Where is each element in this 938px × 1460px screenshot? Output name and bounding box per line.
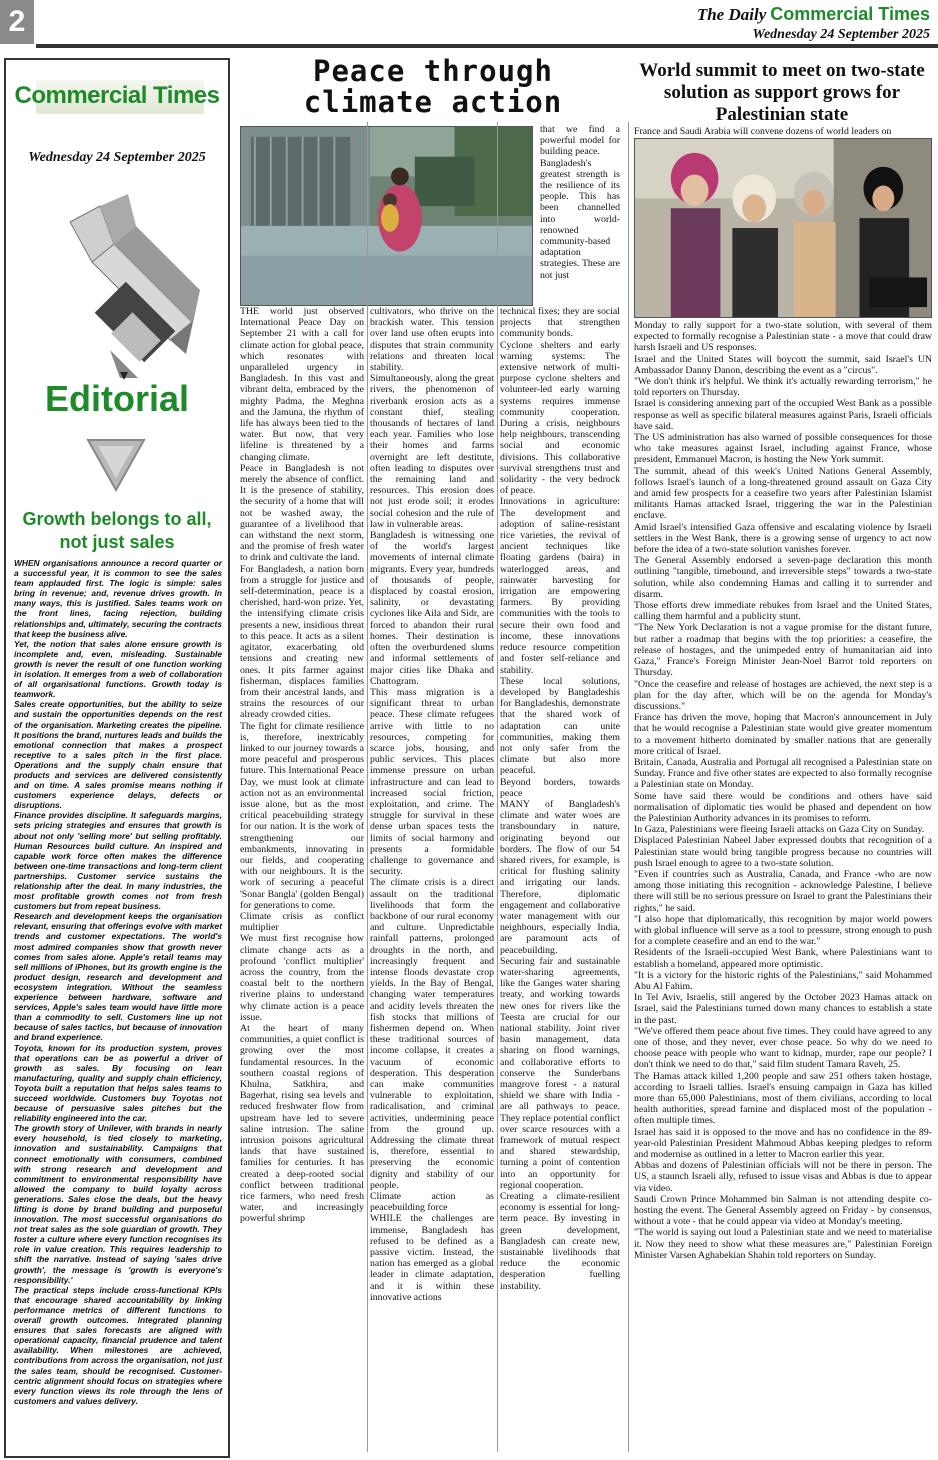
paragraph: In Gaza, Palestinians were fleeing Israeli attacks on Gaza City on Sunday. (634, 824, 925, 836)
paragraph: Displaced Palestinian Nabeel Jaber expressed doubts that recognition of a Palestinian state would bring tangible progress because no countries will push Israel enough to agree to a two-state solution. (634, 835, 932, 869)
paragraph: WHILE the challenges are immense, Bangladesh has refused to be defined as a passive victim. Instead, the nation has emerged as a global leader in climate adaptation, and it is within these innovative actions (370, 1213, 494, 1303)
paragraph: Israel has said it is opposed to the move and has no confidence in the 89-year-old Palestinian President Mahmoud Abbas keeping pledges to reform and modernise as outlined in a letter to Macron earlier this year. (634, 1126, 932, 1161)
flood-photo (240, 126, 533, 306)
paragraph: Peace in Bangladesh is not merely the absence of conflict. It is the presence of stability, the security of a home that will not be washed away, the guarantee of a livelihood that can withstand the next storm, and the promise of fresh water to drink and cultivate the land. (240, 462, 364, 564)
subheading: Climate action as peacebuilding force (370, 1191, 494, 1214)
paragraph: France has driven the move, hoping that Macron's announcement in July that he would recognise a Palestinian state would give greater momentum to a movement hitherto dominated by smaller nations that are generally more critical of Israel. (634, 712, 932, 757)
paragraph: that we find a powerful model for building peace. (540, 124, 620, 158)
down-arrow-icon (84, 436, 148, 494)
masthead-brand: Commercial Times (770, 4, 930, 24)
section-title: Editorial (44, 378, 190, 419)
paragraph: Bangladesh's greatest strength is the resilience of its people. This has been channelled into world-renowned community-based adaptation strategies. These are not just (540, 157, 620, 281)
paragraph: The fight for climate resilience is, therefore, inextricably linked to our journey towards a more peaceful and prosperous future. This International Peace Day, we must look at climate action not as an environmental issue alone, but as the most critical peacebuilding strategy for our nation. It is the work of strengthening our embankments, innovating in our fields, and cooperating with our neighbours. It is the work of securing a peaceful 'Sonar Bangla' (golden Bengal) for generations to come. (240, 720, 364, 911)
paragraph: "We've offered them peace about five times. They could have agreed to any one of those, and they never, ever chose peace. So why do we need to choose peace with people who want to kidnap, murder, rape our people? I don't think we need to do that," said film student Tamara Raveh, 25. (634, 1025, 932, 1071)
center-headline: Peace through climate action (303, 54, 563, 119)
subheading: Beyond borders, towards peace (500, 776, 620, 799)
paragraph: These local solutions, developed by Bangladeshis for Bangladeshis, demonstrate that the shared work of adaptation can unite communities, making them not only safer from the climate but also more peaceful. (500, 675, 620, 777)
editorial-sidebar (4, 58, 230, 1458)
paragraph: The Hamas attack killed 1,200 people and saw 251 others taken hostage, according to Israeli tallies. Israel's ensuing campaign in Gaza has killed more than 65,000 Palestinians, most of them civilians, according to local health authorities, spread famine and displaced most of the population - often multiple times. (634, 1070, 932, 1127)
subheading: Climate crisis as conflict multiplier (240, 910, 364, 934)
paragraph: The climate crisis is a direct assault on the traditional livelihoods that form the backbone of our rural economy and culture. Unpredictable rainfall patterns, prolonged droughts in the north, and increasingly frequent and intense floods devastate crop yields. In the Bay of Bengal, changing water temperatures and acidity levels threaten the fish stocks that millions of fishermen depend on. When these traditional sources of income collapse, it creates a vacuum of economic desperation. This desperation can make communities vulnerable to exploitation, radicalisation, and criminal activities, undermining peace from the ground up. Addressing the climate threat is, therefore, essential to preserving the economic dignity and stability of our people. (370, 877, 494, 1191)
editorial-paragraph: Finance provides discipline. It safeguards margins, sets pricing strategies and ensures that growth is about not only 'selling more' but selling profitably. Human Resources build culture. An inspired and capable work force often makes the difference between one-time transactions and long-term client partnerships. Customer service sustains the relationship after the deal. In many industries, the most profitable growth comes not from fresh customers but from repeat business. (14, 810, 222, 912)
center-col1 (240, 306, 364, 1456)
paragraph: "The New York Declaration is not a vague promise for the distant future, but rather a roadmap that begins with the top priorities: a ceasefire, the release of hostages, and the unimpeded entry of humanitarian aid into Gaza," France's Foreign Minister Jean-Noel Barrot told reporters on Thursday. (634, 622, 932, 679)
paragraph: "It is a victory for the historic rights of the Palestinians," said Mohammed Abu Al Fahim. (634, 969, 932, 992)
editorial-paragraph: The growth story of Unilever, with brands in nearly every household, is tied closely to marketing, innovation and sustainability. Campaigns that connect emotionally with consumers, combined with strong research and development and commitment to environmental responsibility have allowed the company to build loyalty across generations. Sales close the deals, but the heavy lifting is done by brand building and purposeful innovation. The most successful organisations do not treat sales as the sole guardian of growth. They foster a culture where every function recognises its role in value creation. This requires leadership to shift the narrative. Instead of saying 'sales drive growth', the message is 'growth is everyone's responsibility.' (14, 1123, 222, 1285)
paragraph: Bangladesh is witnessing one of the world's largest movements of internal climate migrants. Every year, hundreds of thousands of people, displaced by coastal erosion, salinity, or devastating cyclones like Aila and Sidr, are forced to abandon their rural homes. Their destination is often the overburdened slums and informal settlements of major cities like Dhaka and Chattogram. (370, 530, 494, 687)
paragraph: "I also hope that diplomatically, this recognition by major world powers with global influence will serve as a tool to pressure, strong enough to push for a complete ceasefire and an end to the war." (634, 913, 932, 948)
paragraph: Residents of the Israeli-occupied West Bank, where Palestinians want to establish a homeland, appeared more optimistic. (634, 947, 932, 970)
paragraph: Those efforts drew immediate rebukes from Israel and the United States, calling them harmful and a publicity stunt. (634, 600, 932, 623)
editorial-paragraph: The practical steps include cross-functional KPIs that encourage shared accountability by linking performance metrics of different functions to overall growth outcomes. Integrated planning ensures that sales forecasts are aligned with operational capacity, financial prudence and talent availability. When milestones are achieved, contributions from across the organisation, not just the sales team, should be recognised. Customer-centric alignment should focus on strategies where every function views its role through the lens of customers and values delivery. (14, 1284, 222, 1406)
editorial-paragraph: Yet, the notion that sales alone ensure growth is incomplete and, even, misleading. Sustainable growth is never the result of one function working in isolation. It emerges from a web of collaboration of all organisational functions. Growth today is teamwork. (14, 638, 222, 700)
right-body (634, 320, 932, 1456)
paragraph: Securing fair and sustainable water-sharing agreements, like the Ganges water sharing treaty, and working towards new ones for rivers like the Teesta are crucial for our national stability. Joint river basin management, data sharing on flood warnings, and collaborative efforts to conserve the Sunderbans mangrove forest - a natural shield we share with India - are all pathways to peace. They replace potential conflict over scarce resources with a framework of mutual respect and shared stewardship, turning a point of contention into an opportunity for regional cooperation. (500, 955, 620, 1191)
paragraph: Amid Israel's intensified Gaza offensive and escalating violence by Israeli settlers in the West Bank, there is a growing sense of urgency to act now before the idea of a two-state solution vanishes forever. (634, 521, 932, 556)
paragraph: cultivators, who thrive on the brackish water. This tension over land use often erupts into disputes that strain community relations and threaten local stability. (370, 306, 494, 374)
center-col2 (370, 306, 494, 1456)
paragraph: Some have said there would be conditions and others have said normalisation of diplomatic ties would be phased and dependent on how the Palestinian Authority advances in its promises to reform. (634, 790, 932, 824)
paragraph: For Bangladesh, a nation born from a struggle for justice and self-determination, peace is a cherished, hard-won prize. Yet, the intensifying climate crisis presents a new, insidious threat to this peace. It acts as a silent agitator, exacerbating old tensions and creating new ones. It pits farmer against fisherman, displaces families from their ancestral lands, and strains the resources of our already crowded cities. (240, 563, 364, 721)
paragraph: Saudi Crown Prince Mohammed bin Salman is not attending despite co-hosting the event. The General Assembly agreed on Friday - by consensus, without a vote - that he could appear via video at Monday's meeting. (634, 1193, 932, 1228)
paragraph: We must first recognise how climate change acts as a profound 'conflict multiplier' across the country, from the coastal belt to the northern riverine plains to understand why climate action is a peace issue. (240, 933, 364, 1023)
paragraph: Israel is considering annexing part of the occupied West Bank as a possible response as well as specific bilateral measures against Paris, Israeli officials have said. (634, 398, 932, 432)
right-headline: World summit to meet on two-state solution as support grows for Palestinian state (639, 60, 925, 125)
paragraph: Simultaneously, along the great rivers, the phenomenon of riverbank erosion acts as a constant thief, stealing thousands of hectares of land each year. Families who lose their homes and farms overnight are left destitute, often leading to disputes over the remaining land and resources. This erosion does not just erode soil; it erodes social cohesion and the rule of law in vulnerable areas. (370, 373, 494, 530)
paragraph: "We don't think it's helpful. We think it's actually rewarding terrorism," he told reporters on Thursday. (634, 376, 932, 399)
editorial-paragraph: Sales create opportunities, but the ability to seize and sustain the opportunities depends on the rest of the organisation. Marketing creates the pipeline. It positions the brand, nurtures leads and builds the emotional connection that makes a prospect receptive to a sales pitch in the first place. Operations and the supply chain ensure that products and services are delivered consistently and on time. A sales promise means nothing if customers experience delays, defects or disruptions. (14, 699, 222, 811)
paragraph: THE world just observed International Peace Day on September 21 with a call for climate action for global peace, which resonates with unparalleled urgency in Bangladesh. In this vast and vibrant delta, embraced by the mighty Padma, the Meghna and the Jamuna, the rhythm of life has always been tied to the water. But now, that very lifeline is threatened by a changing climate. (240, 306, 364, 463)
center-col3-top (540, 124, 620, 306)
paragraph: Israel and the United States will boycott the summit, said Israel's UN Ambassador Danny Danon, describing the event as a "circus". (634, 353, 932, 376)
header-rule (36, 44, 938, 48)
paragraph: technical fixes; they are social projects that strengthen community bonds. (500, 306, 620, 340)
paragraph: The US administration has also warned of possible consequences for those who take measures against Israel, including against France, whose president, Emmanuel Macron, is hosting the New York summit. (634, 432, 932, 466)
paragraph: Monday to rally support for a two-state solution, with several of them expected to formally recognise a Palestinian state - a move that could draw harsh Israeli and US responses. (634, 320, 932, 354)
sidebar-logo: Commercial Times (14, 82, 220, 109)
paragraph: Creating a climate-resilient economy is essential for long-term peace. By investing in green development, Bangladesh can create new, sustainable livelihoods that reduce the economic desperation fuelling instability. (500, 1191, 620, 1292)
editorial-headline: Growth belongs to all, not just sales (22, 509, 212, 552)
center-col3 (500, 306, 620, 1456)
paragraph: Innovations in agriculture: The development and adoption of saline-resistant rice varieties, the revival of ancient techniques like floating gardens (baira) in waterlogged areas, and rainwater harvesting for irrigation are empowering farmers. By providing communities with the tools to secure their own food and income, these innovations reduce resource competition and foster self-reliance and stability. (500, 496, 620, 676)
paragraph: The General Assembly endorsed a seven-page declaration this month outlining "tangible, timebound, and irreversible steps" towards a two-state solution, while also condemning Hamas and calling it to surrender and disarm. (634, 555, 932, 600)
masthead-prefix: The Daily (696, 5, 767, 24)
paragraph: Cyclone shelters and early warning systems: The extensive network of multi-purpose cyclone shelters and volunteer-led early warning systems requires immense community cooperation. During a crisis, neighbours help neighbours, transcending social and economic divisions. This collaborative survival strengthens trust and solidarity - the very bedrock of peace. (500, 339, 620, 497)
paragraph: This mass migration is a significant threat to urban peace. These climate refugees arrive with little to no resources, competing for scarce jobs, housing, and public services. This places immense pressure on urban infrastructure and can lead to increased social friction, exploitation, and crime. The struggle for survival in these dense urban spaces tests the limits of social harmony and presents a formidable challenge to governance and security. (370, 686, 494, 878)
paragraph: The summit, ahead of this week's United Nations General Assembly, follows Israel's launch of a long-threatened ground assault on Gaza City and amid few prospects for a ceasefire two years after Palestinian Islamist militants Hamas attacked Israel, triggering the war in the Palestinian enclave. (634, 465, 932, 522)
column-rule (497, 122, 498, 1452)
paragraph: In Tel Aviv, Israelis, still angered by the October 2023 Hamas attack on Israel, said the Palestinians turned down many chances to establish a state in the past. (634, 992, 932, 1026)
paragraph: Britain, Canada, Australia and Portugal all recognised a Palestinian state on Sunday. France and five other states are expected to also formally recognise a Palestinian state on Monday. (634, 756, 932, 791)
editorial-paragraph: Toyota, known for its production system, proves that operations can be as powerful a driver of growth as sales. By focusing on lean manufacturing, quality and supply chain efficiency, Toyota built a reputation that helps sales teams to succeed worldwide. Customers buy Toyotas not because of persuasive sales pitches but the reliability engineered into the car. (14, 1042, 222, 1124)
sidebar-date: Wednesday 24 September 2025 (28, 150, 206, 165)
masthead-date: Wednesday 24 September 2025 (752, 27, 930, 42)
editorial-body (14, 558, 222, 1406)
editorial-paragraph: Research and development keeps the organisation relevant, ensuring that offerings evolve with market trends and customer expectations. The world's most admired companies show that growth never comes from sales alone. Apple's retail teams may sell millions of iPhones, but its growth engine is the product design, research and development and ecosystem integration. Without the seamless experience between hardware, software and services, Apple's sales team would have little more than a commodity to sell. Customers line up not because of sales tactics, but because of innovation and brand experience. (14, 911, 222, 1043)
editorial-paragraph: WHEN organisations announce a record quarter or a successful year, it is common to see the sales team applauded first. The logic is simple: sales bring in revenue; and, revenue drives growth. In many ways, this is justified. Sales teams work on the front lines, facing rejection, building relationships and, ultimately, securing the contracts that keep the business alive. (14, 558, 222, 639)
paragraph: "Even if countries such as Australia, Canada, and France -who are now among those initiating this recognition - acknowledge Palestine, I believe there will still be no serious pressure on Israel to grant the Palestinians their rights," he said. (634, 868, 932, 914)
paragraph: "Once the ceasefire and release of hostages are achieved, the next step is a plan for the day after, which will be on the agenda for Monday's discussions." (634, 678, 932, 712)
column-rule (367, 122, 368, 1452)
page-number: 2 (0, 0, 34, 44)
pen-icon (50, 182, 200, 382)
masthead (697, 4, 930, 43)
column-rule (628, 122, 629, 1452)
paragraph: Abbas and dozens of Palestinian officials will not be there in person. The US, a staunch Israeli ally, refused to issue visas and Abbas is due to appear via video. (634, 1160, 932, 1194)
right-lede: France and Saudi Arabia will convene dozens of world leaders on (634, 126, 892, 137)
protest-photo (634, 138, 932, 318)
paragraph: "The world is saying out loud a Palestinian state and we need to materialise it. Now they need to show what these measures are," Palestinian Foreign Minister Varsen Aghabekian Shahin told reporters on Sunday. (634, 1227, 932, 1261)
paragraph: MANY of Bangladesh's climate and water woes are transboundary in nature, originating beyond our borders. The flow of our 54 shared rivers, for example, is critical for flushing salinity and irrigating our lands. Therefore, diplomatic engagement and collaborative water management with our neighbours, especially India, are paramount acts of peacebuilding. (500, 798, 620, 956)
paragraph: At the heart of many communities, a quiet conflict is growing over the most fundamental resources. In the southern coastal regions of Khulna, Satkhira, and Bagerhat, rising sea levels and reduced freshwater flow from upstream have led to severe saline intrusion. The saline intrusion poisons agricultural lands that have sustained families for centuries. It has created a deep-rooted social conflict between traditional rice farmers, who need fresh water, and increasingly powerful shrimp (240, 1023, 364, 1225)
